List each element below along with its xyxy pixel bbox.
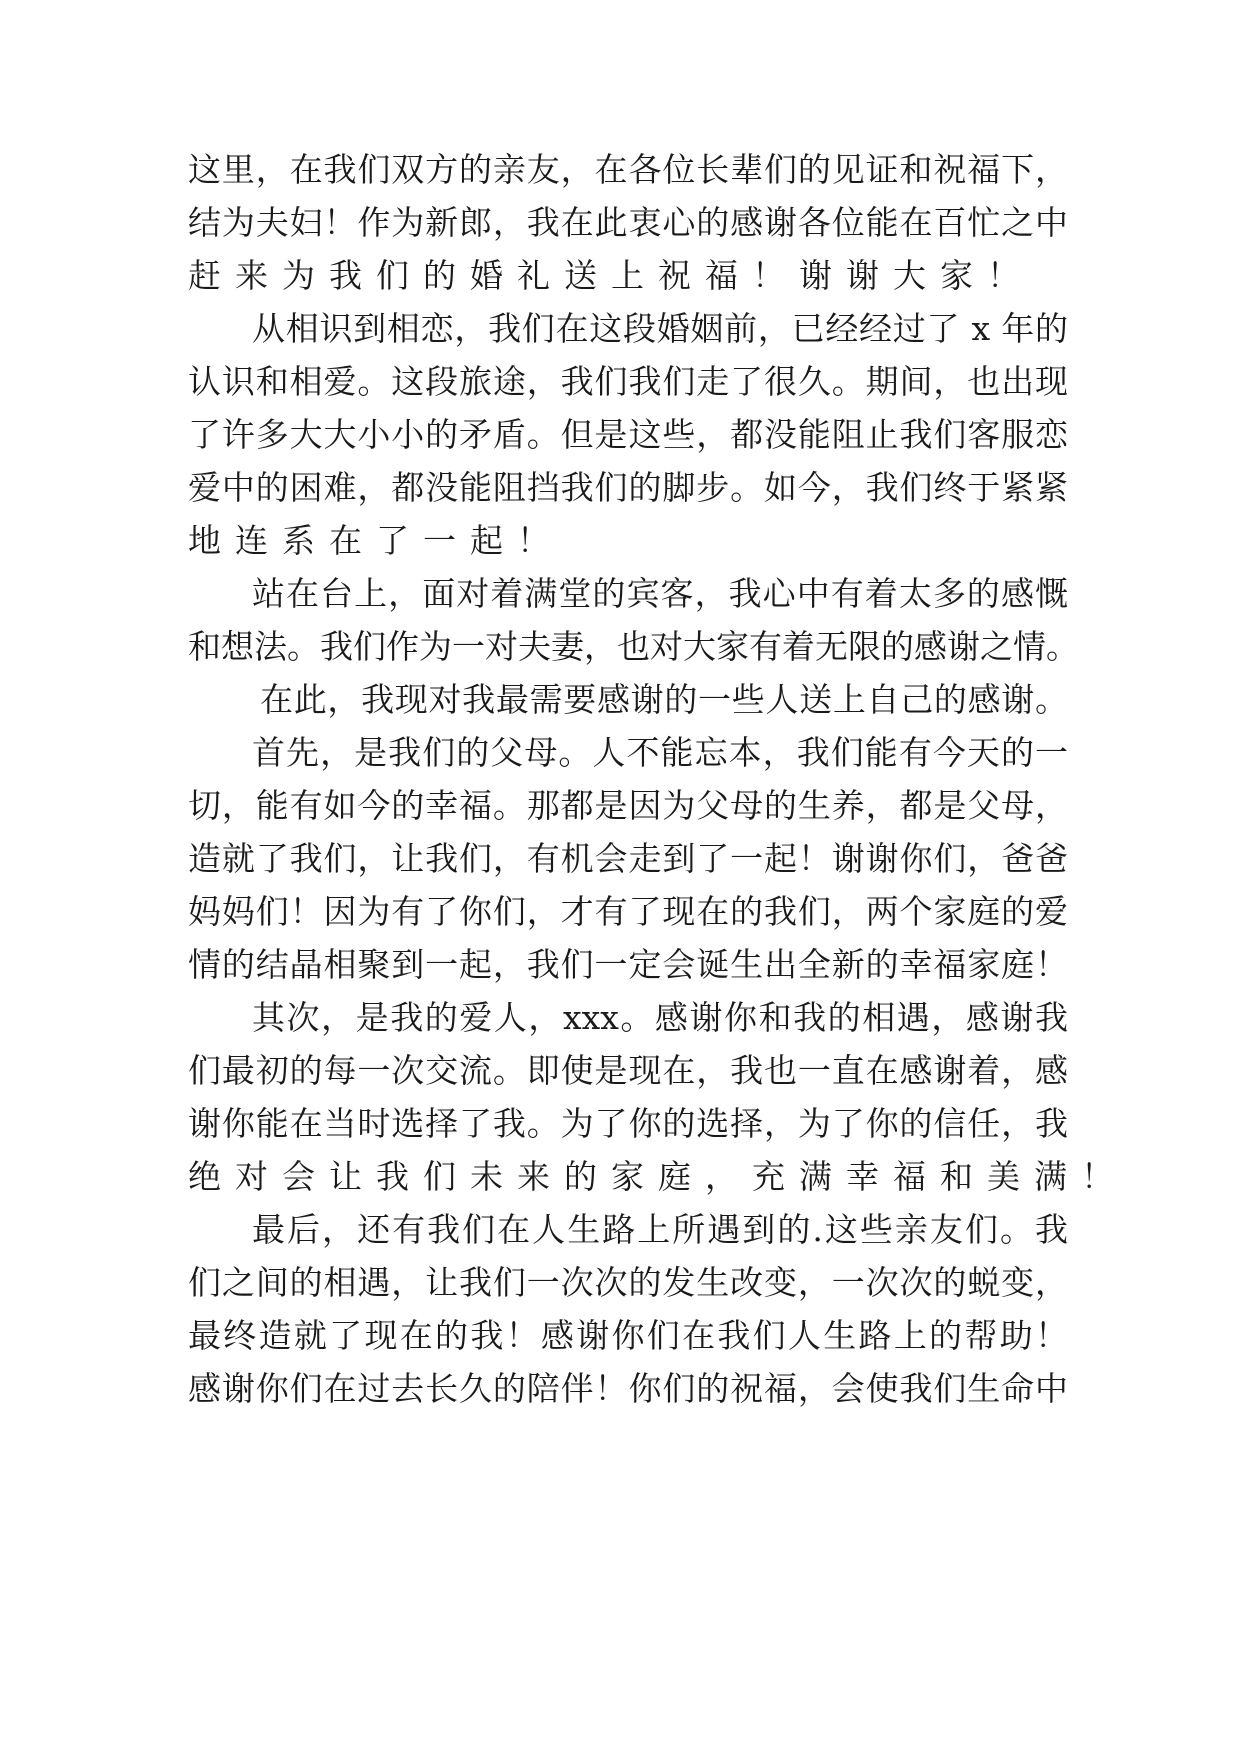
text-line: 地连系在了一起！ bbox=[188, 521, 564, 560]
text-line: 结为夫妇！作为新郎，我在此衷心的感谢各位能在百忙之中 bbox=[188, 203, 1068, 242]
text-line: 绝对会让我们未来的家庭，充满幸福和美满！ bbox=[188, 1157, 1128, 1196]
text-line: 切，能有如今的幸福。那都是因为父母的生养，都是父母， bbox=[188, 786, 1068, 825]
text-line: 们最初的每一次交流。即使是现在，我也一直在感谢着，感 bbox=[188, 1051, 1068, 1090]
text-line: 造就了我们，让我们，有机会走到了一起！谢谢你们，爸爸 bbox=[188, 839, 1068, 878]
text-line: 了许多大大小小的矛盾。但是这些，都没能阻止我们客服恋 bbox=[188, 415, 1068, 454]
text-line: 从相识到相恋，我们在这段婚姻前，已经经过了 x 年的 bbox=[252, 309, 1068, 348]
text-line: 首先，是我们的父母。人不能忘本，我们能有今天的一 bbox=[252, 733, 1068, 772]
text-line: 认识和相爱。这段旅途，我们我们走了很久。期间，也出现 bbox=[188, 362, 1068, 401]
text-line: 其次，是我的爱人，xxx。感谢你和我的相遇，感谢我 bbox=[252, 998, 1068, 1037]
text-line: 爱中的困难，都没能阻挡我们的脚步。如今，我们终于紧紧 bbox=[188, 468, 1068, 507]
text-line: 赶来为我们的婚礼送上祝福！谢谢大家！ bbox=[188, 256, 1034, 295]
text-line: 这里，在我们双方的亲友，在各位长辈们的见证和祝福下， bbox=[188, 150, 1068, 189]
text-line: 和想法。我们作为一对夫妻，也对大家有着无限的感谢之情。 bbox=[188, 627, 1079, 666]
text-line: 情的结晶相聚到一起，我们一定会诞生出全新的幸福家庭！ bbox=[188, 945, 1068, 984]
text-line: 在此，我现对我最需要感谢的一些人送上自己的感谢。 bbox=[260, 680, 1068, 719]
text-line: 最终造就了现在的我！感谢你们在我们人生路上的帮助！ bbox=[188, 1316, 1068, 1355]
text-line: 妈妈们！因为有了你们，才有了现在的我们，两个家庭的爱 bbox=[188, 892, 1068, 931]
text-line: 感谢你们在过去长久的陪伴！你们的祝福，会使我们生命中 bbox=[188, 1369, 1068, 1408]
text-line: 站在台上，面对着满堂的宾客，我心中有着太多的感慨 bbox=[252, 574, 1068, 613]
text-line: 们之间的相遇，让我们一次次的发生改变，一次次的蜕变， bbox=[188, 1263, 1068, 1302]
text-line: 最后，还有我们在人生路上所遇到的.这些亲友们。我 bbox=[252, 1210, 1068, 1249]
text-line: 谢你能在当时选择了我。为了你的选择，为了你的信任，我 bbox=[188, 1104, 1068, 1143]
